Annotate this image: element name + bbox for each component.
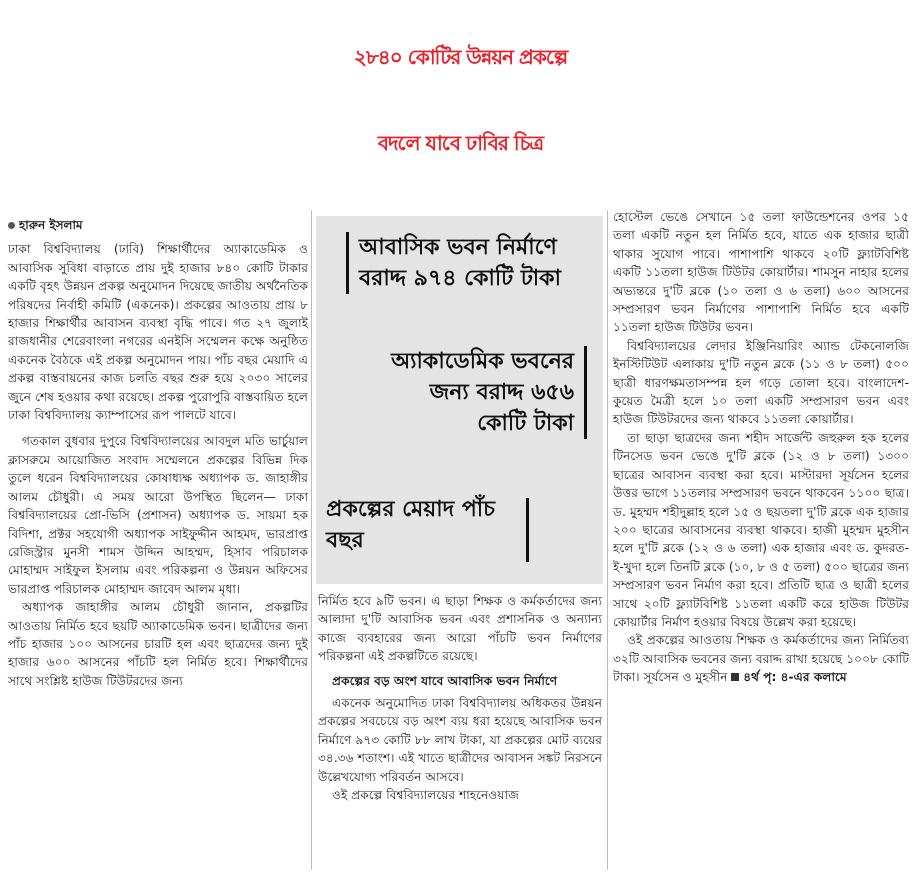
pull-quote-box (316, 216, 603, 584)
paragraph: তা ছাড়া ছাত্রদের জন্য শহীদ সার্জেন্ট জহুরুল হক হলের টিনসেড ভবন ভেঙে দু'টি ব্লকে (১২ ও ৮ তলা) ১৩০০ ছাত্রের আবাসন ব্যবস্থা করা হবে। মাস্টারদা সূর্যসেন হলের উত্তর ভাগে ১১তলার সম্প্রসারণ ভবনে থাকবেন ১১০০ ছাত্র। ড. মুহম্মদ শহীদুল্লাহ হলে ১৫ ও ছয়তলা দু'টি ব্লকে এক হাজার ২০০ ছাত্রের আবাসনের ব্যবস্থা থাকবে। হাজী মুহম্মদ মুহসীন হলে দু'টি ব্লকে (১২ ও ৬ তলা) এক হাজার এবং ড. কুদরত-ই-খুদা হলে তিনটি ব্লকে (১০, ৮ ও ৫ তলা) ৫০০ ছাত্রের জন্য সম্প্রসারণ ভবন নির্মাণ করা হবে। প্রতিটি ছাত্র ও ছাত্রী হলের সাথে ২০টি ফ্ল্যাটবিশিষ্ট ১১তলা একটি করে হাউজ টিউটর কোয়ার্টার নির্মাণ হওয়ার বিষয়ে উল্লেখ করা হয়েছে। (613, 430, 909, 629)
bullet-icon (8, 222, 15, 229)
headline-line-1: ২৮৪০ কোটির উন্নয়ন প্রকল্পে (353, 45, 568, 69)
paragraph: একনেক অনুমোদিত ঢাকা বিশ্ববিদ্যালয় অধিকতর উন্নয়ন প্রকল্পের সবচেয়ে বড় অংশ ব্যয় ধরা হয়েছে আবাসিক ভবন নির্মাণে ৯৭৩ কোটি ৮৮ লাখ টাকা, যা প্রকল্পের মোট ব্যয়ের ৩৪.৩৬ শতাংশ। এই খাতে ছাত্রীদের আবাসন সঙ্কট নিরসনে উল্লেখযোগ্য পরিবর্তন আসবে। (318, 696, 602, 784)
paragraph: বিশ্ববিদ্যালয়ের লেদার ইঞ্জিনিয়ারিং অ্যান্ড টেকনোলজি ইনস্টিটিউট এলাকায় দু'টি নতুন ব্লকে (১১ ও ৮ তলা) ৫০০ ছাত্রী ধারণক্ষমতাসম্পন্ন হল গড়ে তোলা হবে। বাংলাদেশ-কুয়েত মৈত্রী হলে ১০ তলা একটি সম্প্রসারণ ভবন এবং হাউজ টিউটরদের জন্য থাকবে ১১তলা কোয়ার্টার। (613, 338, 909, 427)
paragraph (613, 631, 909, 686)
pull-quote-bar (526, 498, 529, 562)
column-divider (311, 210, 312, 870)
headline-line-2: বদলে যাবে ঢাবির চিত্র (377, 131, 544, 155)
pull-quote-housing: আবাসিক ভবন নির্মাণে বরাদ্দ ৯৭৪ কোটি টাকা (346, 232, 599, 294)
paragraph: নির্মিত হবে ৯টি ভবন। এ ছাড়া শিক্ষক ও কর্মকর্তাদের জন্য আলাদা দু'টি আবাসিক ভবন এবং প্রশাসনিক ও অন্যান্য কাজে ব্যবহারের জন্য আরো পাঁচটি ভবন নির্মাণের পরিকল্পনা এই প্রকল্পটিতে রয়েছে। (318, 594, 602, 664)
paragraph: গতকাল বুধবার দুপুরে বিশ্ববিদ্যালয়ের আবদুল মতি ভার্চুয়াল ক্লাসরুমে আয়োজিত সংবাদ সম্মেলনে প্রকল্পের বিভিন্ন দিক তুলে ধরেন বিশ্ববিদ্যালয়ের কোষাধ্যক্ষ অধ্যাপক ড. জাহাঙ্গীর আলম চৌধুরী। এ সময় আরো উপস্থিত ছিলেন— ঢাকা বিশ্ববিদ্যালয়ের প্রো-ভিসি (প্রশাসন) অধ্যাপক ড. সায়মা হক বিদিশা, প্রক্টর সহযোগী অধ্যাপক সাইফুদ্দীন আহমদ, ভারপ্রাপ্ত রেজিস্ট্রার মুনসী শামস উদ্দিন আহম্মদ, হিসাব পরিচালক মোহাম্মদ সাইফুল ইসলাম এবং পরিকল্পনা ও উন্নয়ন অফিসের ভারপ্রাপ্ত পরিচালক মোহাম্মদ জাবেদ আলম মৃধা। (8, 434, 308, 596)
article-column-2 (318, 592, 602, 804)
paragraph-text: ওই প্রকল্পের আওতায় শিক্ষক ও কর্মকর্তাদের জন্য নির্মিতব্য ৩২টি আবাসিক ভবনের জন্য বরাদ্দ রাখা হয়েছে ১০০৮ কোটি টাকা। সূর্যসেন ও মুহসীন (613, 633, 909, 685)
square-bullet-icon (731, 673, 739, 681)
paragraph: ঢাকা বিশ্ববিদ্যালয় (ঢাবি) শিক্ষার্থীদের অ্যাকাডেমিক ও আবাসিক সুবিধা বাড়াতে প্রায় দুই হাজার ৮৪০ কোটি টাকার একটি বৃহৎ উন্নয়ন প্রকল্প অনুমোদন দিয়েছে জাতীয় অর্থনৈতিক পরিষদের নির্বাহী কমিটি (একনেক)। প্রকল্পের আওতায় প্রায় ৮ হাজার শিক্ষার্থীর আবাসন ব্যবস্থা বৃদ্ধি পাবে। গত ২৭ জুলাই রাজধানীর শেরেবাংলা নগরের এনইসি সম্মেলন কক্ষে অনুষ্ঠিত একনেক বৈঠকে এই প্রকল্প অনুমোদন পায়। পাঁচ বছর মেয়াদি এ প্রকল্প বাস্তবায়নের কাজ চলতি বছর শুরু হয়ে ২০৩০ সালের জুনে শেষ হওয়ার কথা রয়েছে। প্রকল্প পুরোপুরি বাস্তবায়িত হলে ঢাকা বিশ্ববিদ্যালয় ক্যাম্পাসের রূপ পালটে যাবে। (8, 242, 308, 423)
article-column-1 (8, 216, 308, 690)
paragraph: অধ্যাপক জাহাঙ্গীর আলম চৌধুরী জানান, প্রকল্পটির আওতায় নির্মিত হবে ছয়টি অ্যাকাডেমিক ভবন। ছাত্রীদের জন্য পাঁচ হাজার ১০০ আসনের চারটি হল এবং ছাত্রদের জন্য দুই হাজার ৬০০ আসনের পাঁচটি হল নির্মিত হবে। শিক্ষার্থীদের সাথে সংশ্লিষ্ট হাউজ টিউটরদের জন্য (8, 600, 308, 688)
subheading: প্রকল্পের বড় অংশ যাবে আবাসিক ভবন নির্মাণে (332, 673, 558, 688)
author-name: হারুন ইসলাম (19, 218, 83, 232)
column-divider (607, 210, 608, 870)
paragraph: হোস্টেল ভেঙে সেখানে ১৫ তলা ফাউন্ডেশনের ওপর ১৫ তলা একটি নতুন হল নির্মিত হবে, যাতে এক হাজার ছাত্রী থাকার সুযোগ পাবে। পাশাপাশি থাকবে ২০টি ফ্ল্যাটবিশিষ্ট একটি ১১তলা হাউজ টিউটর কোয়ার্টার। শামসুন নাহার হলের অভ্যন্তরে দু'টি ব্লকে (১০ তলা ও ৬ তলা) ৬০০ আসনের সম্প্রসারণ ভবন নির্মাণের পাশাপাশি নির্মিত হবে একটি ১১তলা হাউজ টিউটর ভবন। (613, 210, 909, 335)
byline (8, 216, 308, 234)
article-column-3 (613, 208, 909, 687)
pull-quote-academic: অ্যাকাডেমিক ভবনের জন্য বরাদ্দ ৬৫৬ কোটি টাকা (374, 346, 587, 439)
continued-note[interactable]: ৪র্থ পৃ: ৪-এর কলামে (743, 670, 847, 685)
pull-quote-duration: প্রকল্পের মেয়াদ পাঁচ বছর (326, 497, 496, 553)
paragraph: ওই প্রকল্পে বিশ্ববিদ্যালয়ের শাহনেওয়াজ (332, 788, 519, 803)
